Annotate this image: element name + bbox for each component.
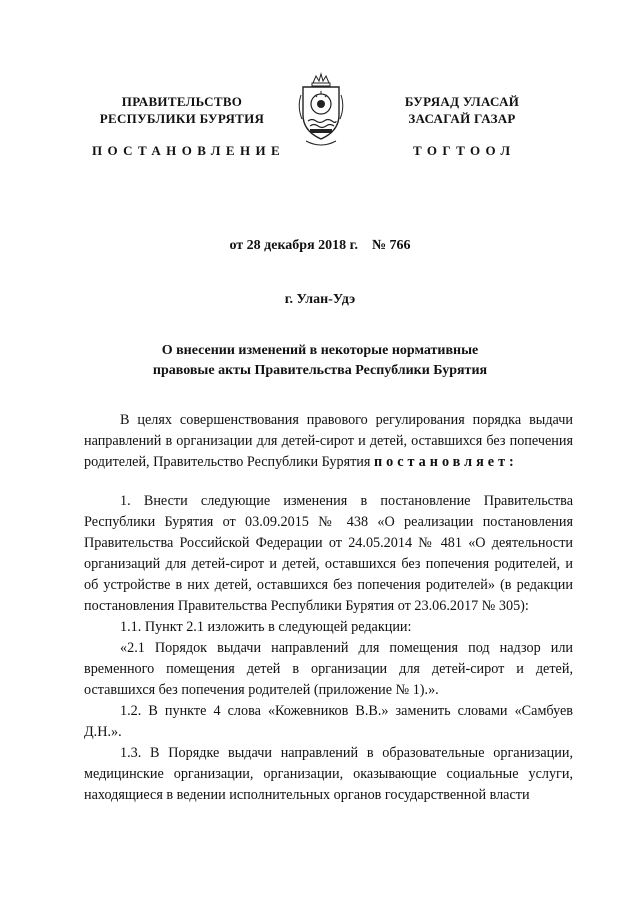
header-left-line1: ПРАВИТЕЛЬСТВО [121,94,243,109]
doc-type-bua: ТОГТООЛ [413,143,516,158]
title-line1: О внесении изменений в некоторые нормативные [161,343,479,358]
paragraph-1: 1. Внести следующие изменения в постановление Правительства Республики Бурятия от 03.09.2015 № 438 «О реализации постановления Правительства Российской Федерации от 24.05.2014 № 481 «О деятельности организаций для детей-сирот и детей, оставшихся без попечения родителей, и об устройстве в них детей, оставшихся без попечения родителей» (в редакции постановления Правительства Республики Бурятия от 23.06.2017 № 305): [84,493,573,614]
document-city: г. Улан-Удэ [284,292,356,307]
document-body [84,410,573,806]
coat-of-arms-icon [296,71,346,151]
document-number: № 766 [371,238,411,253]
header-left-block [92,93,272,127]
title-line2: правовые акты Правительства Республики Бурятия [152,363,488,378]
paragraph-1-1-quote: «2.1 Порядок выдачи направлений для помещения под надзор или временного помещения детей в организации для детей-сирот и детей, оставшихся без попечения родителей (приложение № 1).». [84,640,573,698]
header-right-block [382,93,542,127]
header-left-line2: РЕСПУБЛИКИ БУРЯТИЯ [99,111,265,126]
paragraph-1-3: 1.3. В Порядке выдачи направлений в образовательные организации, медицинские организации, организации, оказывающие социальные услуги, находящиеся в ведении исполнительных органов государственной власти [84,745,573,803]
doc-type-ru: ПОСТАНОВЛЕНИЕ [92,143,286,158]
document-date: от 28 декабря 2018 г. [229,238,358,253]
paragraph-1-1: 1.1. Пункт 2.1 изложить в следующей редакции: [120,619,412,635]
preamble-text: В целях совершенствования правового регулирования порядка выдачи направлений в организации для детей-сирот и детей, оставшихся без попечения родителей, Правительство Республики Бурятия [84,412,573,470]
preamble-paragraph [84,410,573,473]
header-right-line1: БУРЯАД УЛАСАЙ [404,94,520,109]
date-number-line [0,236,640,256]
decree-word: постановляет: [373,454,518,470]
paragraph-1-2: 1.2. В пункте 4 слова «Кожевников В.В.» заменить словами «Самбуев Д.Н.». [84,703,573,740]
header-right-line2: ЗАСАГАЙ ГАЗАР [408,111,516,126]
document-title [0,341,640,381]
